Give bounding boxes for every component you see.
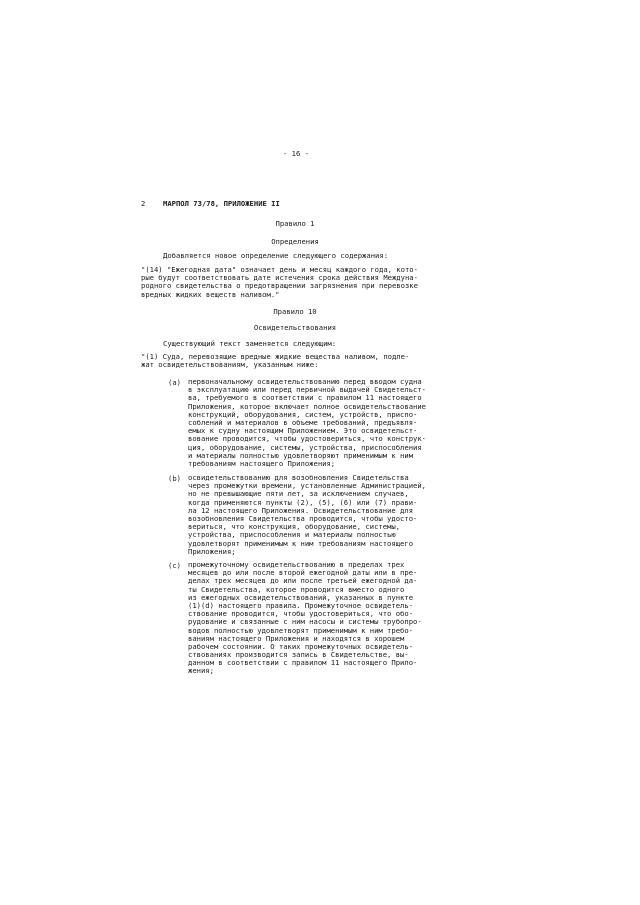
item-line: Приложения; [188, 546, 236, 556]
item-line: ция, оборудование, системы, устройства, приспособления [188, 442, 422, 452]
item-line: данном в соответствии с правилом 11 настоящего Прило- [188, 658, 418, 668]
item-line: вериться, что конструкция, оборудование, системы, [188, 522, 401, 532]
item-line: рабочем состоянии. О таких промежуточных освидетель- [188, 641, 414, 651]
rule1-subtitle: Определения [271, 237, 319, 246]
item-line: Приложения, которое включает полное освидетельствование [188, 401, 426, 411]
section-title: МАРПОЛ 73/78, ПРИЛОЖЕНИЕ II [163, 199, 280, 208]
definition-line: вредных жидких веществ наливом." [141, 289, 280, 299]
paragraph-line: "(1) Суда, перевозящие вредные жидкие вещества наливом, подле- [141, 352, 410, 361]
definition-line: родного свидетельства о предотвращении загрязнения при перевозке [141, 281, 418, 291]
item-line: вование проводится, чтобы удостовериться, что конструк- [188, 434, 426, 444]
item-line: из ежегодных освидетельствований, указанных в пункте [188, 592, 414, 602]
item-line: первоначальному освидетельствованию перед вводом судна [188, 377, 422, 386]
rule10-intro: Существующий текст заменяется следующим: [163, 339, 337, 348]
item-b-text [188, 474, 426, 556]
section-number: 2 [141, 199, 146, 208]
item-line: конструкций, оборудования, систем, устройств, приспо- [188, 409, 418, 419]
item-line: жения; [188, 666, 214, 676]
item-line: когда применяются пункты (2), (5), (6) или (7) прави- [188, 497, 418, 507]
item-line: делах трех месяцев до или после третьей ежегодной да- [188, 576, 418, 586]
definition-line: рые будут соответствовать дате истечения срока действия Междуна- [141, 273, 418, 283]
rule1-title: Правило 1 [275, 219, 315, 228]
rule10-paragraph-1 [141, 353, 409, 369]
definition-line: "(14) "Ежегодная дата" означает день и месяц каждого года, кото- [141, 265, 418, 274]
item-line: ты Свидетельства, которое проводится вместо одного [188, 584, 405, 594]
item-line: в эксплуатацию или перед первичной выдачей Свидетельст- [188, 385, 426, 395]
item-c-label: (c) [168, 561, 181, 570]
item-a-label: (a) [168, 378, 181, 387]
item-line: удовлетворят применимым к ним требованиям настоящего [188, 538, 414, 548]
item-line: ствованиях производится запись в Свидетельстве, вы- [188, 650, 409, 660]
item-line: (1)(d) настоящего правила. Промежуточное освидетель- [188, 600, 414, 610]
page-number: - 16 - [283, 149, 309, 158]
item-line: ваниям настоящего Приложения и находятся в хорошем [188, 633, 405, 643]
item-line: устройства, приспособления и материалы полностью [188, 530, 396, 540]
item-line: водов полностью удовлетворят применимым к ним требо- [188, 625, 414, 635]
item-line: месяцев до или после второй ежегодной даты или в пре- [188, 568, 418, 578]
rule10-title: Правило 10 [273, 307, 317, 316]
item-a-text [188, 378, 426, 468]
item-line: требованиям настоящего Приложения; [188, 458, 336, 468]
item-c-text [188, 561, 422, 676]
rule10-subtitle: Освидетельствования [253, 323, 337, 332]
item-line: ствование проводится, чтобы удостовериться, что обо- [188, 609, 414, 619]
item-line: и материалы полностью удовлетворяют применимым к ним [188, 450, 414, 460]
item-line: ва, требуемого в соответствии с правилом 11 настоящего [188, 393, 422, 403]
item-line: соблений и материалов в объеме требований, предъявля- [188, 417, 418, 427]
rule1-intro: Добавляется новое определение следующего содержания: [163, 251, 389, 260]
item-b-label: (b) [168, 474, 181, 483]
item-line: возобновления Свидетельства проводится, чтобы удосто- [188, 513, 418, 523]
item-line: освидетельствованию для возобновления Свидетельства [188, 473, 409, 482]
paragraph-line: жат освидетельствованиям, указанным ниже: [141, 360, 319, 370]
item-line: через промежутки времени, установленные Администрацией, [188, 481, 426, 491]
rule1-definition [141, 266, 418, 299]
item-line: емых к судну настоящим Приложением. Это освидетельст- [188, 426, 418, 436]
item-line: ла 12 настоящего Приложения. Освидетельствование для [188, 505, 414, 515]
item-line: рудование и связанные с ним насосы и системы трубопро- [188, 617, 422, 627]
item-line: промежуточному освидетельствованию в пределах трех [188, 560, 405, 569]
item-line: но не превышающие пяти лет, за исключением случаев, [188, 489, 409, 499]
